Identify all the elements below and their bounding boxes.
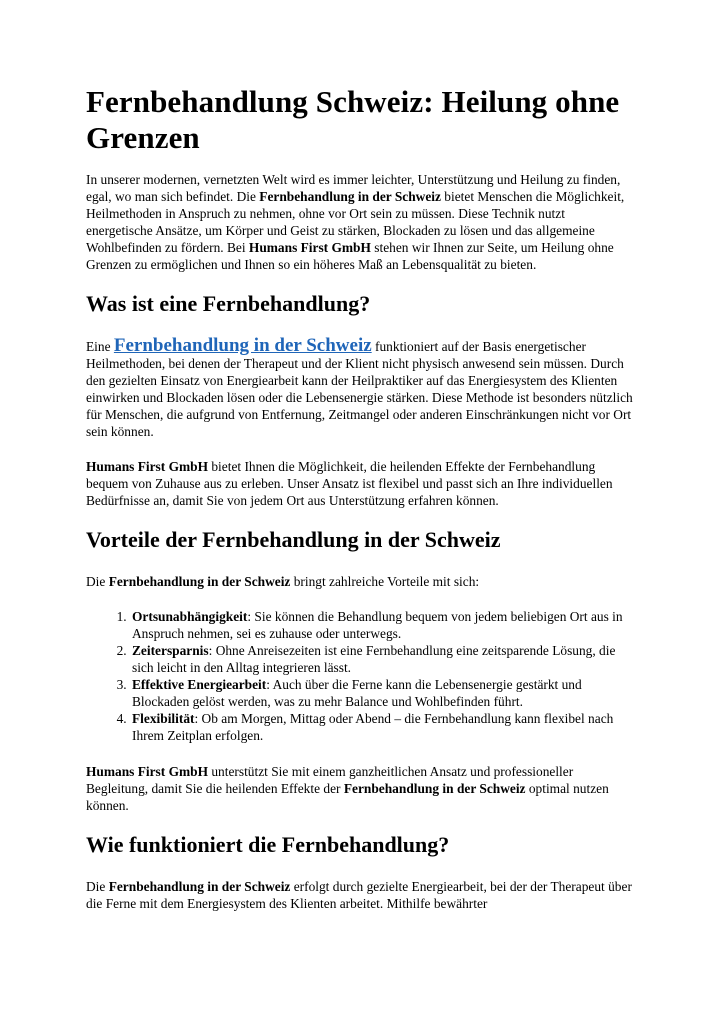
list-item-text: : Auch über die Ferne kann die Lebensenergie gestärkt und Blockaden gelöst werden, was zu mehr Balance und Wohlbefinden führt. — [132, 677, 582, 709]
section3-p1-bold-1: Fernbehandlung in der Schweiz — [108, 879, 291, 894]
list-item — [130, 608, 634, 642]
list-item-term: Flexibilität — [132, 711, 195, 726]
section1-p1-text-1: Eine — [86, 339, 114, 354]
section3-paragraph-1 — [86, 878, 634, 912]
list-item-text: : Sie können die Behandlung bequem von jedem beliebigen Ort aus in Anspruch nehmen, sei es zuhause oder unterwegs. — [132, 609, 623, 641]
list-item-text: : Ob am Morgen, Mittag oder Abend – die Fernbehandlung kann flexibel nach Ihrem Zeitplan erfolgen. — [132, 711, 614, 743]
intro-bold-2: Humans First GmbH — [248, 240, 371, 255]
fernbehandlung-link[interactable]: Fernbehandlung in der Schweiz — [113, 335, 372, 356]
section2-p2-bold-2: Fernbehandlung in der Schweiz — [343, 781, 526, 796]
section-heading-what-is: Was ist eine Fernbehandlung? — [86, 291, 371, 316]
section1-p2-bold-1: Humans First GmbH — [86, 459, 209, 474]
section2-p1-text-2: bringt zahlreiche Vorteile mit sich: — [290, 574, 480, 589]
section2-paragraph-2 — [86, 763, 634, 814]
list-item-text: : Ohne Anreisezeiten ist eine Fernbehandlung eine zeitsparende Lösung, die sich leicht in den Alltag integrieren lässt. — [132, 643, 616, 675]
section3-p1-text-1: Die — [86, 879, 109, 894]
intro-text-2: bietet Menschen die Möglichkeit, Heilmethoden in Anspruch zu nehmen, ohne vor Ort sein zu müssen. Diese Technik nutzt energetische Ansätze, um Körper und Geist zu stärken, Blockaden zu lösen und das allgemeine Wohlbefinden zu fördern. Bei — [86, 189, 625, 255]
intro-text-1: In unserer modernen, vernetzten Welt wird es immer leichter, Unterstützung und Heilung zu finden, egal, wo man sich befindet. Die — [86, 172, 621, 204]
section2-p1-text-1: Die — [86, 574, 109, 589]
list-item-term: Ortsunabhängigkeit — [132, 609, 248, 624]
section2-p1-bold-1: Fernbehandlung in der Schweiz — [108, 574, 291, 589]
section2-p2-text-2: optimal nutzen können. — [86, 781, 609, 813]
section1-p1-text-2: funktioniert auf der Basis energetischer Heilmethoden, bei denen der Therapeut und der Klient nicht physisch anwesend sein müssen. Durch den gezielten Einsatz von Energiearbeit kann der Heilpraktiker auf das Energiesystem des Klienten einwirken und Blockaden lösen oder die Lebensenergie stärken. Diese Methode ist besonders nützlich für Menschen, die aufgrund von Entfernung, Zeitmangel oder anderen Einschränkungen nicht vor Ort sein können. — [86, 339, 633, 439]
section-heading-advantages: Vorteile der Fernbehandlung in der Schweiz — [86, 527, 501, 552]
page-title: Fernbehandlung Schweiz: Heilung ohne Grenzen — [86, 84, 620, 155]
section2-p2-bold-1: Humans First GmbH — [86, 764, 209, 779]
section1-paragraph-1 — [86, 337, 634, 440]
intro-text-3: stehen wir Ihnen zur Seite, um Heilung ohne Grenzen zu ermöglichen und Ihnen so ein höheres Maß an Lebensqualität zu bieten. — [86, 240, 614, 272]
list-item — [130, 710, 634, 744]
intro-bold-1: Fernbehandlung in der Schweiz — [259, 189, 441, 204]
intro-paragraph — [86, 171, 634, 273]
list-item-term: Zeitersparnis — [132, 643, 209, 658]
list-item — [130, 642, 634, 676]
list-item-term: Effektive Energiearbeit — [132, 677, 267, 692]
section1-p2-text-1: bietet Ihnen die Möglichkeit, die heilenden Effekte der Fernbehandlung bequem von Zuhause aus zu erleben. Unser Ansatz ist flexibel und passt sich an Ihre individuellen Bedürfnisse an, damit Sie von jedem Ort aus Unterstützung erfahren können. — [86, 459, 613, 508]
advantages-list — [86, 608, 634, 744]
section3-p1-text-2: erfolgt durch gezielte Energiearbeit, bei der der Therapeut über die Ferne mit dem Energiesystem des Klienten arbeitet. Mithilfe bewährter — [86, 879, 632, 911]
section2-paragraph-1 — [86, 573, 634, 590]
section1-paragraph-2 — [86, 458, 634, 509]
list-item — [130, 676, 634, 710]
section2-p2-text-1: unterstützt Sie mit einem ganzheitlichen Ansatz und professioneller Begleitung, damit Sie die heilenden Effekte der — [86, 764, 574, 796]
section-heading-how-it-works: Wie funktioniert die Fernbehandlung? — [86, 832, 450, 857]
